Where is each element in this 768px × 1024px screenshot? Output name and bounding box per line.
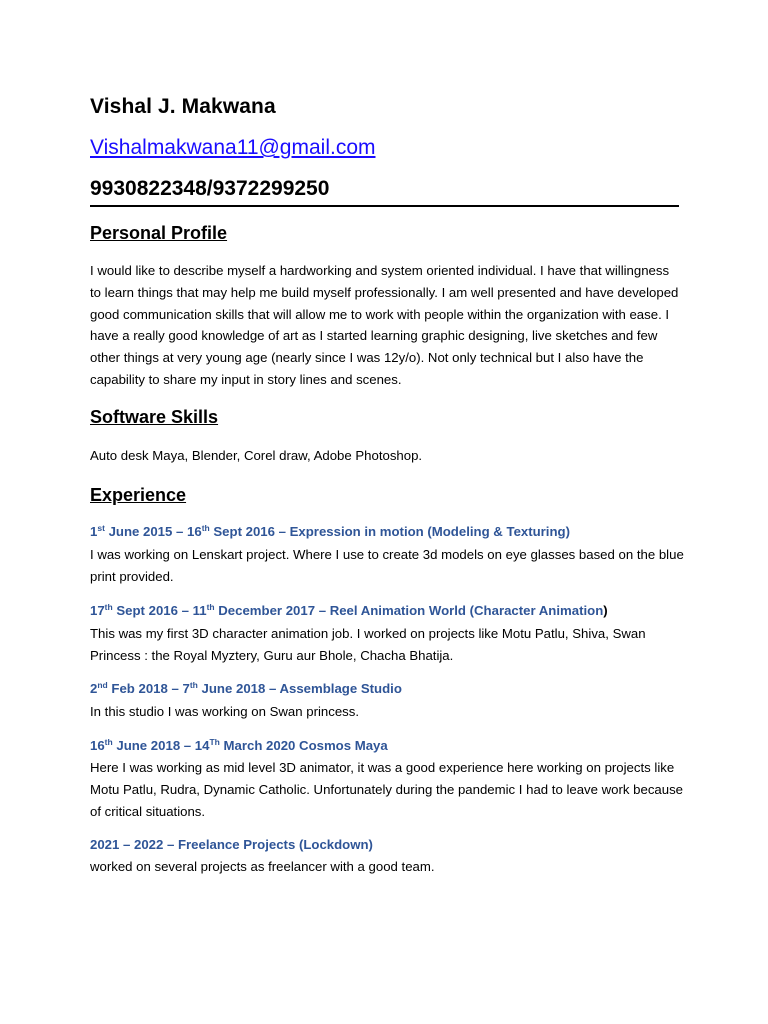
job-title: 16th June 2018 – 14Th March 2020 Cosmos Maya <box>90 737 388 753</box>
email-link[interactable]: Vishalmakwana11@gmail.com <box>90 136 376 159</box>
job-title: 2nd Feb 2018 – 7th June 2018 – Assemblage Studio <box>90 680 402 696</box>
job-description: worked on several projects as freelancer with a good team. <box>90 859 435 874</box>
experience-heading: Experience <box>90 485 187 505</box>
job-description: Here I was working as mid level 3D animator, it was a good experience here working on projects like Motu Patlu, Rudra, Dynamic Catholic. Unfortunately during the pandemic I had to leave work because of critical situations. <box>90 760 684 819</box>
job-description: In this studio I was working on Swan princess. <box>90 704 360 719</box>
job-description: This was my first 3D character animation job. I worked on projects like Motu Patlu, Shiva, Swan Princess : the Royal Myztery, Guru aur Bhole, Chacha Bhatija. <box>90 626 646 663</box>
job-title: 2021 – 2022 – Freelance Projects (Lockdown) <box>90 837 373 852</box>
job-title: 1st June 2015 – 16th Sept 2016 – Expression in motion (Modeling & Texturing) <box>90 523 570 539</box>
software-skills-heading: Software Skills <box>90 407 219 427</box>
job-title: 17th Sept 2016 – 11th December 2017 – Reel Animation World (Character Animation) <box>90 602 608 618</box>
candidate-name: Vishal J. Makwana <box>90 95 276 118</box>
phone-numbers: 9930822348/9372299250 <box>90 177 330 200</box>
software-skills-text: Auto desk Maya, Blender, Corel draw, Adobe Photoshop. <box>90 448 423 463</box>
header-divider <box>90 205 679 207</box>
personal-profile-text: I would like to describe myself a hardworking and system oriented individual. I have that willingness to learn things that may help me build myself professionally. I am well presented and have developed good communication skills that will allow me to work with people within the organization with ease. I have a really good knowledge of art as I started learning graphic designing, live sketches and few other things at very young age (nearly since I was 12y/o). Not only technical but I also have the capability to share my input in story lines and scenes. <box>90 263 679 387</box>
job-description: I was working on Lenskart project. Where I use to create 3d models on eye glasses based on the blue print provided. <box>90 547 684 584</box>
personal-profile-heading: Personal Profile <box>90 223 228 243</box>
